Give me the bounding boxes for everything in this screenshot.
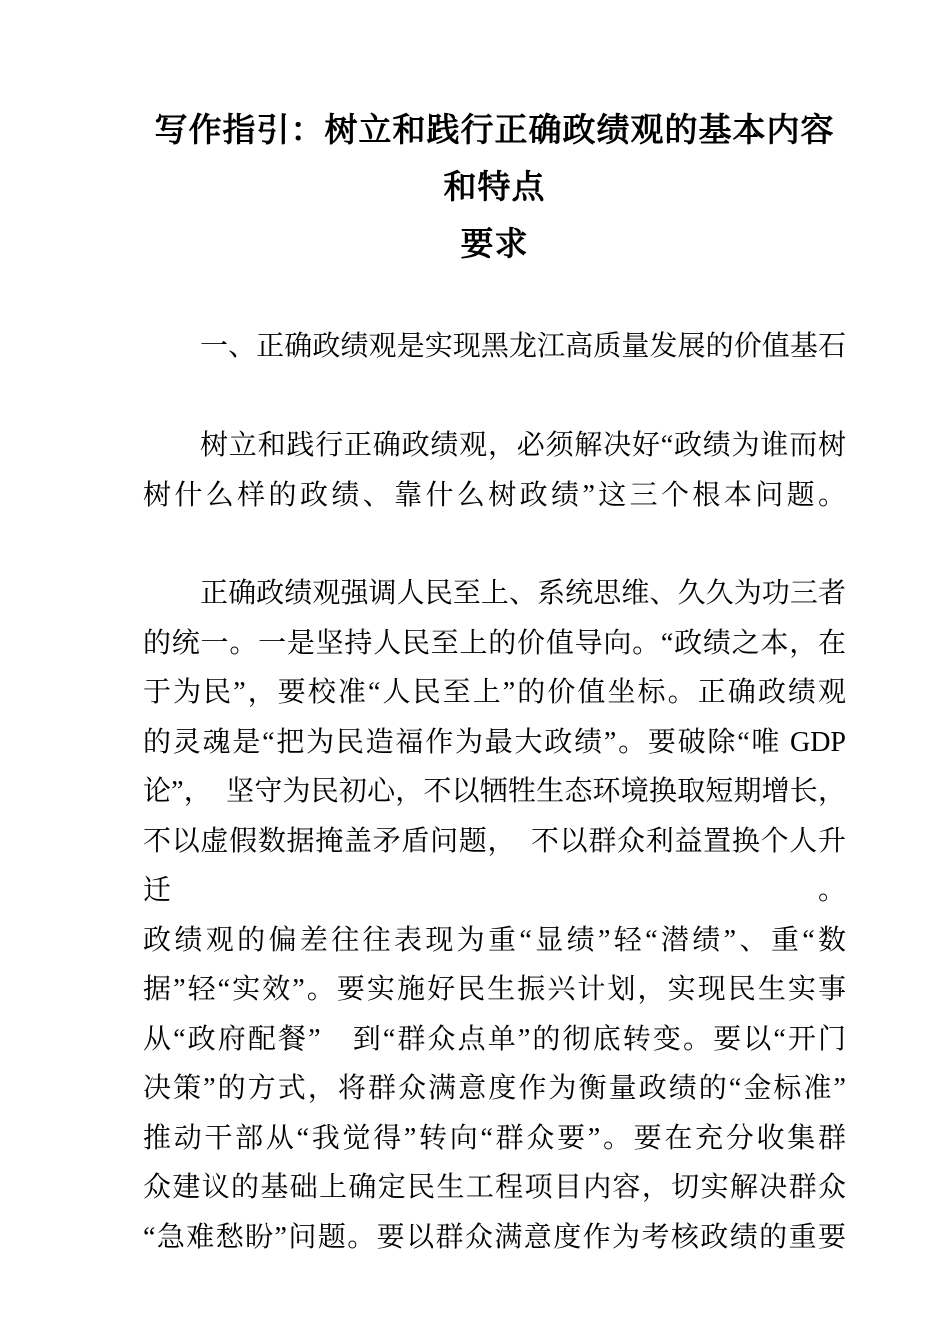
section-heading: [143, 322, 846, 372]
paragraph-line: 论”， 坚守为民初心，不以牺牲生态环境换取短期增长，: [143, 776, 846, 807]
paragraph-line: 于为民”，要校准“人民至上”的价值坐标。正确政绩观: [143, 677, 846, 708]
paragraph-line: 据”轻“实效”。要实施好民生振兴计划，实现民生实事: [143, 974, 846, 1005]
document-title-line-2: 要求: [460, 227, 529, 263]
paragraph-line: 推动干部从“我觉得”转向“群众要”。要在充分收集群: [143, 1122, 846, 1154]
paragraph-line: 决策”的方式，将群众满意度作为衡量政绩的“金标准”: [143, 1073, 846, 1104]
paragraph-line: 不以虚假数据掩盖矛盾问题， 不以群众利益置换个人升迁。: [143, 825, 846, 906]
paragraph-line: 正确政绩观强调人民至上、系统思维、久久为功三者: [200, 578, 846, 609]
paragraph-line: 的统一。一是坚持人民至上的价值导向。“政绩之本，在: [143, 627, 846, 659]
document-title-line-1: 写作指引：树立和践行正确政绩观的基本内容和特点: [154, 113, 835, 206]
paragraph-line: 众建议的基础上确定民生工程项目内容，切实解决群众: [143, 1172, 846, 1203]
paragraph-line: “急难愁盼”问题。要以群众满意度作为考核政绩的重要: [143, 1221, 846, 1253]
paragraph: [143, 569, 846, 1262]
paragraph-line: 政绩观的偏差往往表现为重“显绩”轻“潜绩”、重“数: [143, 924, 846, 956]
paragraph-line: 树立和践行正确政绩观，必须解决好“政绩为谁而树: [200, 430, 846, 461]
section-heading-text: 一、正确政绩观是实现黑龙江高质量发展的价值基石: [200, 331, 846, 362]
paragraph-line: 的灵魂是“把为民造福作为最大政绩”。要破除“唯 GDP: [143, 726, 846, 758]
paragraph-line: 树什么样的政绩、靠什么树政绩”这三个根本问题。: [143, 479, 846, 511]
document-title: [143, 103, 846, 274]
paragraph: [143, 421, 846, 520]
paragraph-line: 从“政府配餐” 到“群众点单”的彻底转变。要以“开门: [143, 1023, 846, 1055]
